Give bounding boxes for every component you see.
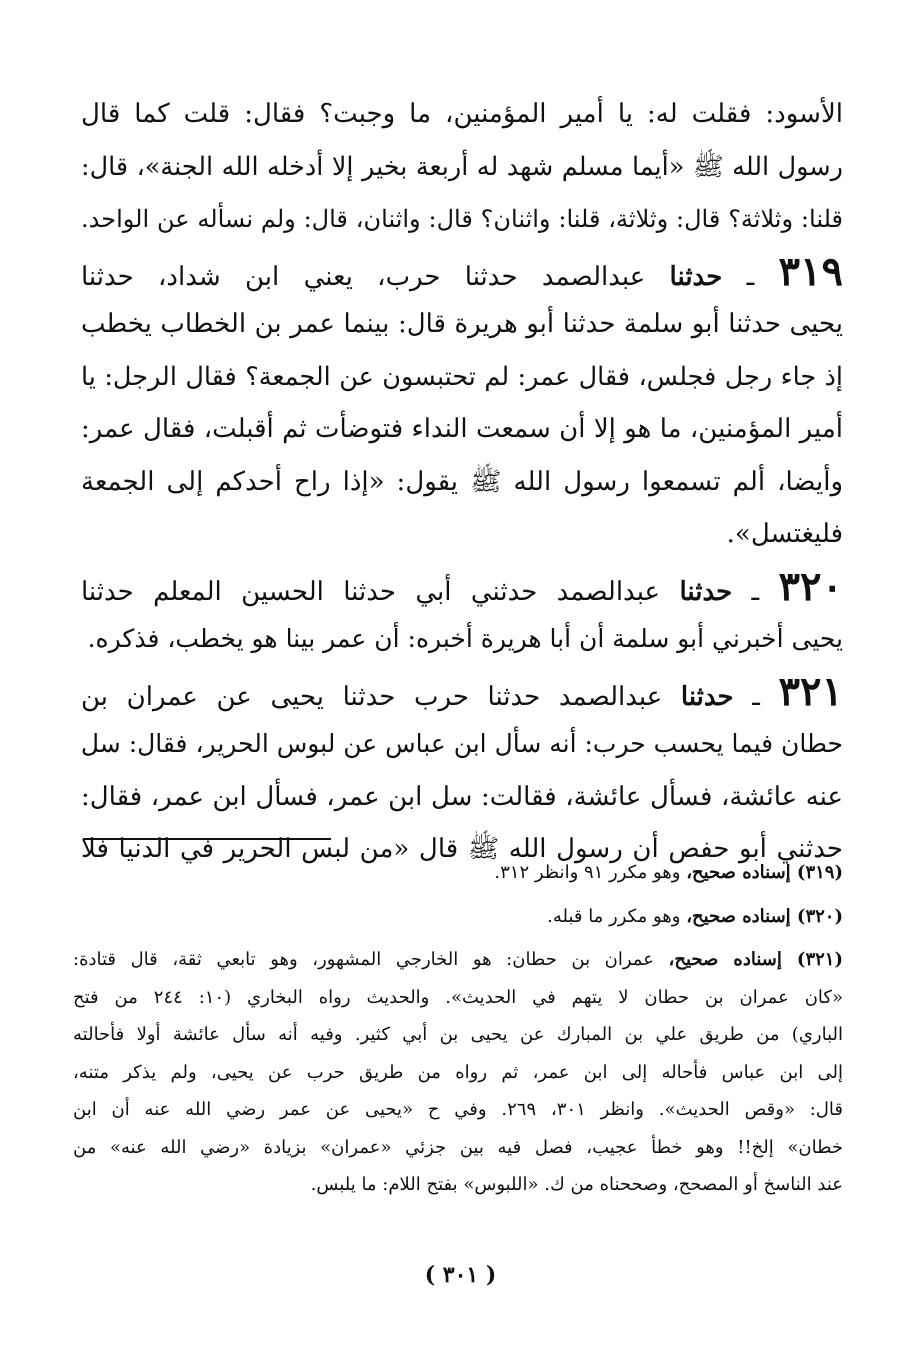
- text-line: يحيى أخبرني أبو سلمة أن أبا هريرة أخبره: أن عمر بينا هو يخطب، فذكره.: [87, 624, 843, 653]
- footnotes: [73, 854, 843, 1204]
- footnote-label: (٣٢٠) إسناده صحيح،: [686, 905, 843, 927]
- hadith-separator: ـ: [732, 576, 779, 607]
- hadith-heading-line: [81, 561, 843, 614]
- text-line: يحيى حدثنا أبو سلمة حدثنا أبو هريرة قال: بينما عمر بن الخطاب يخطب: [81, 309, 843, 339]
- hadith-number: ٣٢٠: [778, 562, 843, 610]
- hadith-keyword: حدثنا: [679, 576, 733, 607]
- hadith-separator: ـ: [722, 261, 779, 292]
- text-line: عنه عائشة، فسأل عائشة، فقالت: سل ابن عمر، فسأل ابن عمر، فقال:: [81, 781, 843, 812]
- hadith-number: ٣١٩: [778, 247, 843, 295]
- footnote-text: عمران بن حطان: هو الخارجي المشهور، وهو تابعي ثقة، قال قتادة:: [73, 949, 669, 970]
- text-run: عبدالصمد حدثنا حرب حدثنا يحيى عن عمران بن: [81, 681, 681, 712]
- main-text: [81, 88, 843, 876]
- text-line: وأيضا، ألم تسمعوا رسول الله ﷺ يقول: «إذا راح أحدكم إلى الجمعة: [81, 466, 843, 497]
- text-line: رسول الله ﷺ «أيما مسلم شهد له أربعة بخير إلا أدخله الله الجنة»، قال:: [81, 151, 843, 182]
- footnote-line: [73, 898, 843, 936]
- footnote-divider: [83, 838, 331, 840]
- footnote-line: إلى ابن عباس فأحاله إلى ابن عمر، ثم رواه من طريق حرب عن يحيى، ولم يذكر متنه،: [73, 1061, 843, 1083]
- text-line: حطان فيما يحسب حرب: أنه سأل ابن عباس عن لبوس الحرير، فقال: سل: [80, 729, 843, 758]
- text-run: عبدالصمد حدثنا حرب، يعني ابن شداد، حدثنا: [81, 261, 670, 292]
- text-line: حدثني أبو حفص أن رسول الله ﷺ قال «من لبس الحرير في الدنيا فلا: [81, 834, 843, 864]
- hadith-keyword: حدثنا: [669, 261, 723, 292]
- hadith-separator: ـ: [733, 681, 779, 712]
- footnote-line: الباري) من طريق علي بن المبارك عن يحيى بن أبي كثير. وفيه أنه سأل عائشة أولا فأحالته: [73, 1024, 843, 1045]
- hadith-heading-line: [81, 666, 843, 719]
- footnote-line: عند الناسخ أو المصحح، وصححناه من ك. «اللبوس» بفتح اللام: ما يلبس.: [310, 1174, 843, 1195]
- hadith-heading-line: [81, 246, 843, 299]
- text-line: إذ جاء رجل فجلس، فقال عمر: لم تحتبسون عن الجمعة؟ فقال الرجل: يا: [81, 361, 843, 392]
- footnote-text: وهو مكرر ٩١ وانظر ٣١٢.: [494, 862, 687, 883]
- text-line: الأسود: فقلت له: يا أمير المؤمنين، ما وجبت؟ فقال: قلت كما قال: [81, 99, 843, 129]
- footnote-line: [73, 941, 843, 979]
- text-line: أمير المؤمنين، ما هو إلا أن سمعت النداء فتوضأت ثم أقبلت، فقال عمر:: [81, 414, 843, 444]
- footnote-line: [73, 854, 843, 892]
- text-line: قلنا: وثلاثة؟ قال: وثلاثة، قلنا: واثنان؟ قال: واثنان، قال: ولم نسأله عن الواحد.: [81, 205, 843, 233]
- text-line: فليغتسل».: [726, 519, 843, 549]
- hadith-number: ٣٢١: [778, 667, 843, 715]
- hadith-keyword: حدثنا: [680, 681, 734, 712]
- footnote-line: «كان عمران بن حطان لا يتهم في الحديث». والحديث رواه البخاري (١٠: ٢٤٤ من فتح: [73, 986, 843, 1008]
- footnote-text: وهو مكرر ما قبله.: [547, 905, 687, 927]
- footnote-line: قال: «وقص الحديث». وانظر ٣٠١، ٢٦٩. وفي ح «يحيى عن عمر رضي الله عنه أن ابن: [73, 1099, 843, 1120]
- footnote-label: (٣١٩) إسناده صحيح،: [686, 862, 843, 883]
- footnote-label: (٣٢١) إسناده صحيح،: [668, 949, 843, 970]
- page-number: ( ٣٠١ ): [424, 1262, 497, 1288]
- footnote-line: خطان» إلخ!! وهو خطأ عجيب، فصل فيه بين جزئي «عمران» بزيادة «رضي الله عنه» من: [73, 1136, 843, 1158]
- text-run: عبدالصمد حدثني أبي حدثنا الحسين المعلم حدثنا: [81, 576, 680, 607]
